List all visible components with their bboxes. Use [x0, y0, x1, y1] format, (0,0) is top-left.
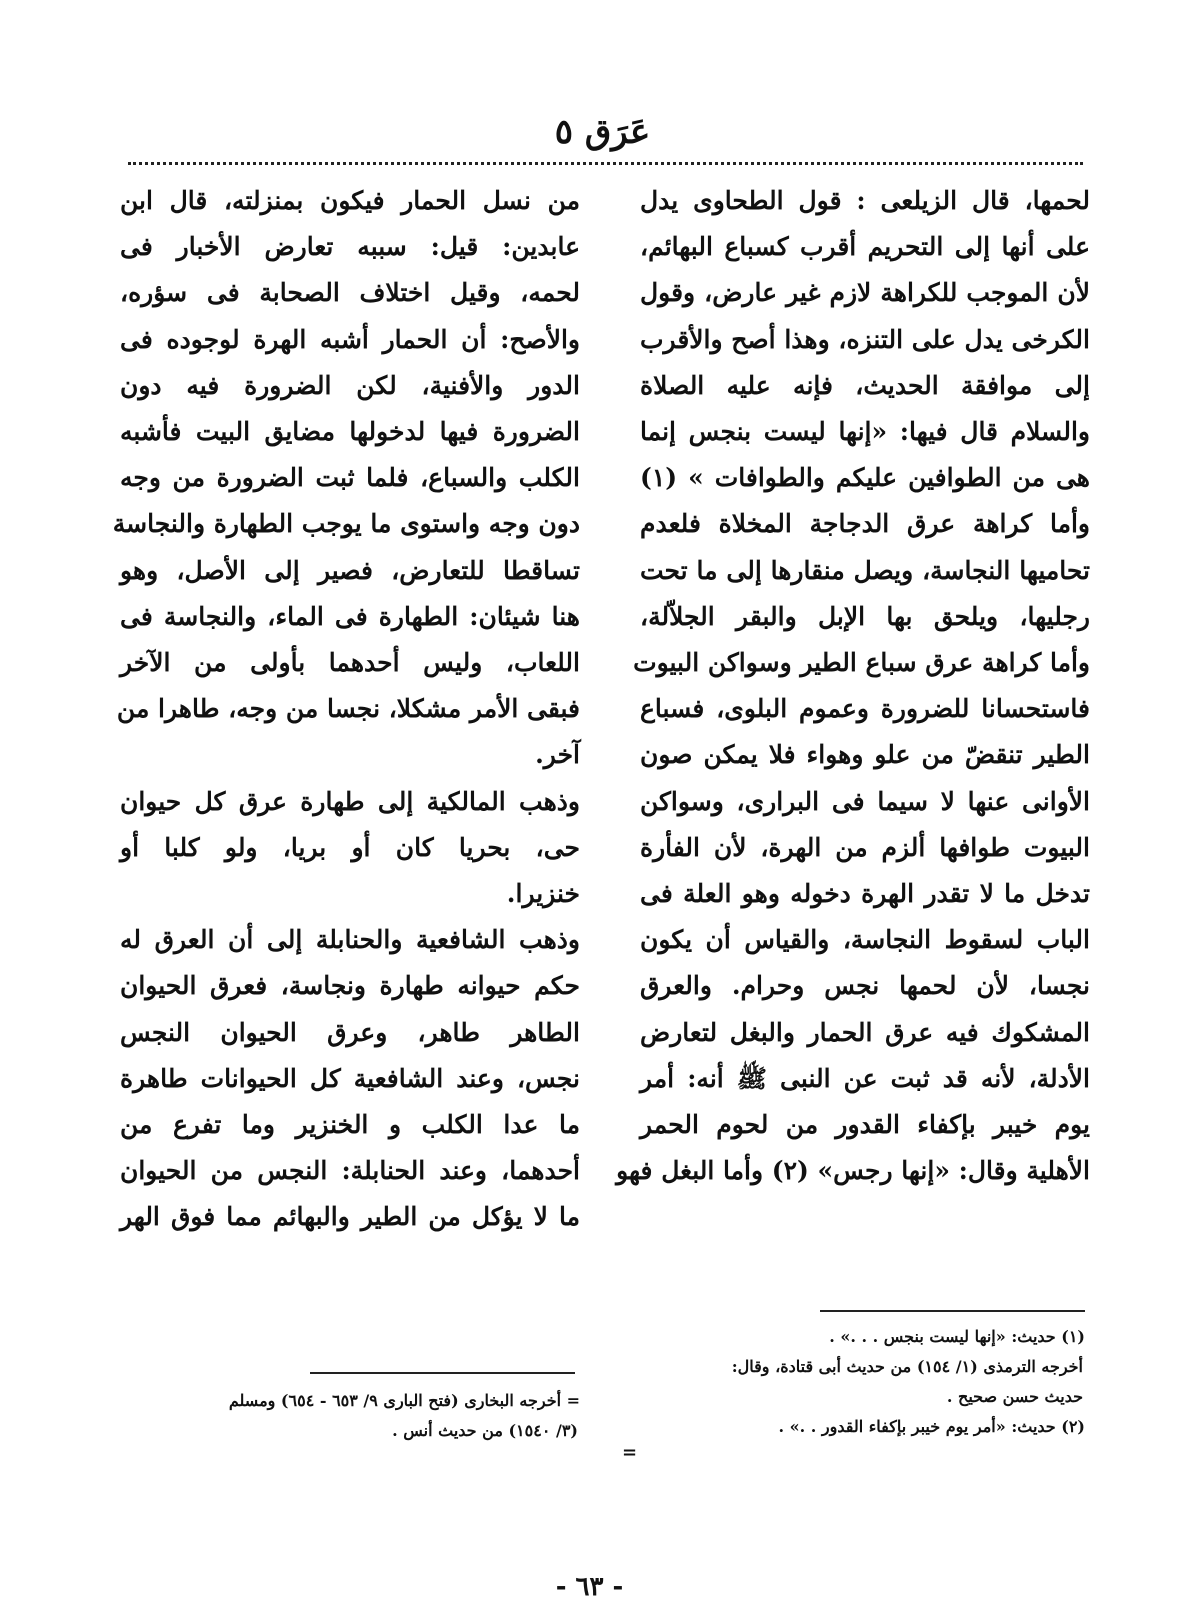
text-line: حى، بحريا كان أو بريا، ولو كلبا أو — [120, 832, 580, 862]
text-line: آخر. — [535, 740, 580, 770]
page-header-title: عَرَق ٥ — [554, 112, 651, 152]
text-line: اللعاب، وليس أحدهما بأولى من الآخر — [120, 648, 580, 678]
text-line: من نسل الحمار فيكون بمنزلته، قال ابن — [120, 186, 580, 215]
text-line: وذهب المالكية إلى طهارة عرق كل حيوان — [120, 786, 580, 816]
text-line: لحمها، قال الزيلعى : قول الطحاوى يدل — [640, 186, 1090, 215]
footnotes-right — [620, 1322, 1085, 1442]
text-line: الكلب والسباع، فلما ثبت الضرورة من وجه — [120, 463, 580, 493]
footnotes-left — [110, 1386, 580, 1446]
text-line: الأوانى عنها لا سيما فى البرارى، وسواكن — [640, 786, 1090, 816]
text-line: الكرخى يدل على التنزه، وهذا أصح والأقرب — [640, 324, 1090, 354]
text-line: إلى موافقة الحديث، فإنه عليه الصلاة — [640, 370, 1090, 400]
text-line: والأصح: أن الحمار أشبه الهرة لوجوده فى — [120, 324, 580, 354]
text-line: الطير تنقضّ من علو وهواء فلا يمكن صون — [640, 740, 1090, 770]
left-column — [112, 178, 580, 1241]
text-line: هنا شيئان: الطهارة فى الماء، والنجاسة فى — [120, 601, 580, 631]
footnote-2-source-cont: (٣/ ١٥٤٠) من حديث أنس . — [392, 1421, 578, 1440]
text-line: الباب لسقوط النجاسة، والقياس أن يكون — [640, 925, 1090, 955]
footnote-2-source: = أخرجه البخارى (فتح البارى ٩/ ٦٥٣ - ٦٥٤) ومسلم — [228, 1391, 580, 1410]
text-line: لحمه، وقيل اختلاف الصحابة فى سؤره، — [120, 278, 580, 308]
text-line: تدخل ما لا تقدر الهرة دخوله وهو العلة فى — [640, 879, 1090, 909]
text-line: عابدين: قيل: سببه تعارض الأخبار فى — [120, 232, 580, 262]
text-line: وذهب الشافعية والحنابلة إلى أن العرق له — [120, 925, 580, 955]
text-line: وأما كراهة عرق سباع الطير وسواكن البيوت — [633, 648, 1090, 678]
text-line: الأهلية وقال: «إنها رجس» (٢) وأما البغل فهو — [616, 1156, 1090, 1186]
footnote-divider — [820, 1310, 1085, 1312]
text-line: دون وجه واستوى ما يوجب الطهارة والنجاسة — [112, 509, 580, 539]
footnote-1-title: (١) حديث: «إنها ليست بنجس . . .» . — [829, 1327, 1085, 1346]
text-line: فاستحسانا للضرورة وعموم البلوى، فسباع — [640, 694, 1090, 724]
text-line: تساقطا للتعارض، فصير إلى الأصل، وهو — [120, 555, 580, 585]
text-line: فبقى الأمر مشكلا، نجسا من وجه، طاهرا من — [116, 694, 580, 724]
page-number: - ٦٣ - — [555, 1572, 624, 1602]
text-line: هى من الطوافين عليكم والطوافات » (١) — [640, 463, 1090, 493]
text-line: نجسا، لأن لحمها نجس وحرام. والعرق — [640, 971, 1090, 1001]
text-line: يوم خيبر بإكفاء القدور من لحوم الحمر — [640, 1110, 1090, 1140]
text-line: الدور والأفنية، لكن الضرورة فيه دون — [120, 370, 580, 400]
text-line: والسلام قال فيها: «إنها ليست بنجس إنما — [640, 417, 1090, 447]
footnote-1-grade: حديث حسن صحيح . — [946, 1387, 1083, 1406]
text-line: لأن الموجب للكراهة لازم غير عارض، وقول — [640, 278, 1090, 308]
text-line: الأدلة، لأنه قد ثبت عن النبى ﷺ أنه: أمر — [640, 1063, 1090, 1093]
text-line: أحدهما، وعند الحنابلة: النجس من الحيوان — [120, 1156, 580, 1186]
text-line: الضرورة فيها لدخولها مضايق البيت فأشبه — [120, 417, 580, 447]
right-column — [616, 178, 1090, 1194]
text-line: الطاهر طاهر، وعرق الحيوان النجس — [120, 1017, 580, 1047]
text-line: خنزيرا. — [506, 879, 580, 909]
header-dotted-divider — [128, 162, 1083, 165]
footnote-continuation-mark: = — [622, 1442, 638, 1463]
text-line: البيوت طوافها ألزم من الهرة، لأن الفأرة — [640, 832, 1090, 862]
footnote-1-source: أخرجه الترمذى (١/ ١٥٤) من حديث أبى قتادة، وقال: — [731, 1357, 1083, 1376]
text-line: وأما كراهة عرق الدجاجة المخلاة فلعدم — [640, 509, 1090, 539]
text-line: على أنها إلى التحريم أقرب كسباع البهائم، — [640, 232, 1090, 262]
footnote-divider — [310, 1372, 575, 1374]
text-line: تحاميها النجاسة، ويصل منقارها إلى ما تحت — [640, 555, 1090, 585]
text-line: المشكوك فيه عرق الحمار والبغل لتعارض — [640, 1017, 1090, 1047]
text-line: ما لا يؤكل من الطير والبهائم مما فوق الهر — [120, 1202, 580, 1232]
text-line: ما عدا الكلب و الخنزير وما تفرع من — [120, 1110, 580, 1140]
text-line: نجس، وعند الشافعية كل الحيوانات طاهرة — [120, 1063, 580, 1093]
text-line: رجليها، ويلحق بها الإبل والبقر الجلاّلة، — [640, 601, 1090, 631]
footnote-2-title: (٢) حديث: «أمر يوم خيبر بإكفاء القدور . .» . — [778, 1417, 1085, 1436]
text-line: حكم حيوانه طهارة ونجاسة، فعرق الحيوان — [120, 971, 580, 1001]
